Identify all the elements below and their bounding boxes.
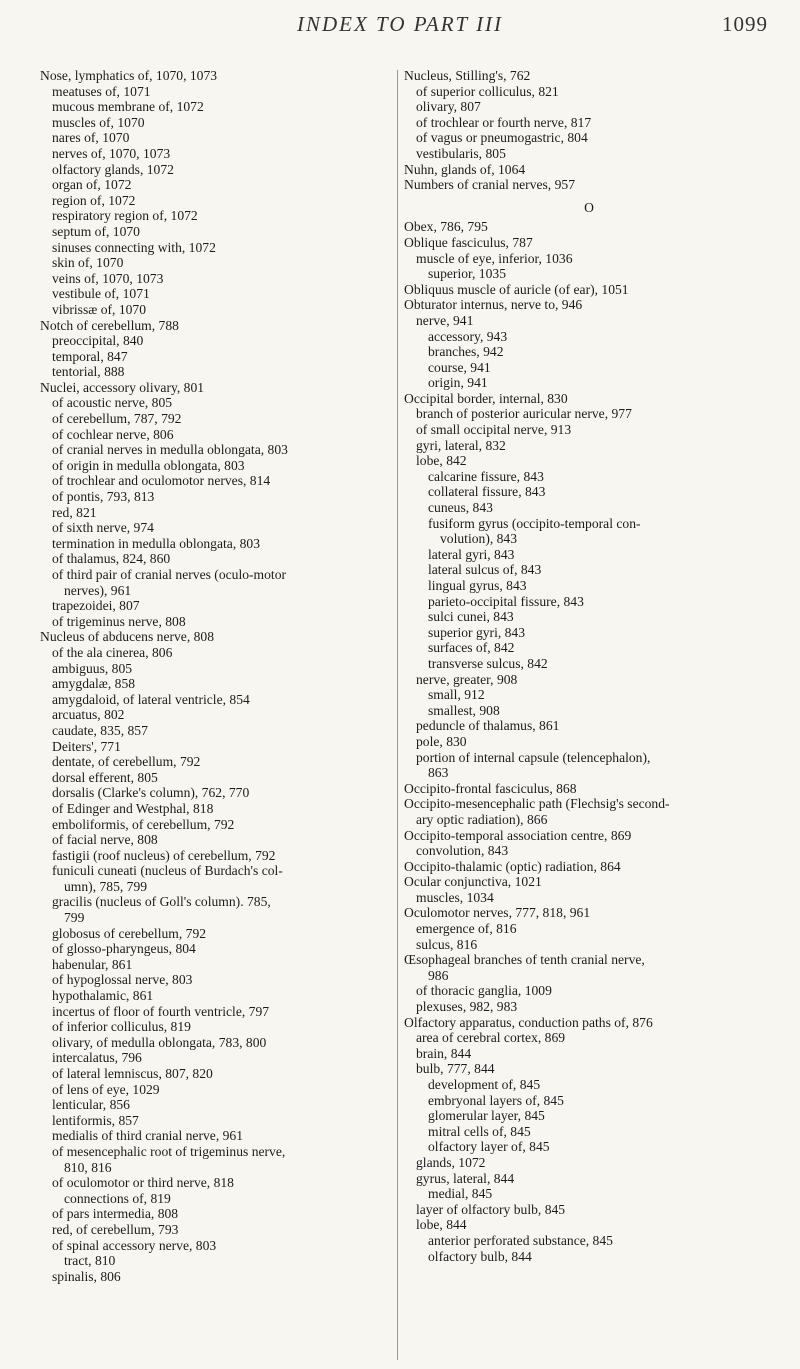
- index-entry: tract, 810: [64, 1253, 116, 1269]
- index-entry: bulb, 777, 844: [416, 1061, 495, 1077]
- index-entry: muscle of eye, inferior, 1036: [416, 250, 573, 266]
- index-entry: of inferior colliculus, 819: [52, 1019, 191, 1035]
- index-entry: superior gyri, 843: [428, 624, 526, 640]
- index-entry: nerves), 961: [64, 582, 132, 598]
- page-header: [0, 6, 800, 46]
- index-entry: parieto-occipital fissure, 843: [428, 593, 584, 609]
- index-entry: sulcus, 816: [416, 936, 478, 952]
- index-entry: Oculomotor nerves, 777, 818, 961: [404, 905, 591, 921]
- index-entry: branches, 942: [428, 344, 504, 360]
- index-entry: Numbers of cranial nerves, 957: [404, 177, 575, 193]
- column-divider: [397, 70, 398, 1360]
- index-entry: gyrus, lateral, 844: [416, 1170, 515, 1186]
- index-entry: lingual gyrus, 843: [428, 578, 527, 593]
- index-entry: development of, 845: [428, 1077, 541, 1092]
- index-entry: of trochlear or fourth nerve, 817: [416, 114, 592, 130]
- index-entry: preoccipital, 840: [52, 333, 144, 349]
- index-entry: volution), 843: [440, 531, 518, 547]
- index-entry: nares of, 1070: [52, 130, 130, 146]
- index-entry: globosus of cerebellum, 792: [52, 925, 207, 941]
- index-entry: pole, 830: [416, 733, 467, 749]
- index-entry: of pontis, 793, 813: [52, 489, 155, 505]
- index-entry: temporal, 847: [52, 348, 128, 364]
- index-entry: connections of, 819: [64, 1190, 171, 1206]
- index-entry: Occipital border, internal, 830: [404, 390, 568, 406]
- index-entry: calcarine fissure, 843: [428, 468, 544, 484]
- index-entry: arcuatus, 802: [52, 707, 125, 723]
- index-entry: of lens of eye, 1029: [52, 1081, 160, 1097]
- index-entry: of superior colliculus, 821: [416, 83, 559, 99]
- index-entry: of Edinger and Westphal, 818: [52, 800, 214, 816]
- index-entry: of spinal accessory nerve, 803: [52, 1237, 217, 1253]
- index-entry: lateral gyri, 843: [428, 546, 515, 562]
- index-entry: of cerebellum, 787, 792: [52, 411, 182, 427]
- index-entry: fastigii (roof nucleus) of cerebellum, 792: [52, 847, 276, 863]
- index-entry: respiratory region of, 1072: [52, 208, 198, 224]
- index-entry: Nuclei, accessory olivary, 801: [40, 379, 205, 395]
- index-entry: layer of olfactory bulb, 845: [416, 1201, 566, 1217]
- index-entry: lobe, 842: [416, 453, 467, 469]
- index-entry: fusiform gyrus (occipito-temporal con-: [428, 515, 641, 531]
- index-entry: trapezoidei, 807: [52, 598, 140, 614]
- index-entry: of glosso-pharyngeus, 804: [52, 941, 196, 957]
- index-entry: Oblique fasciculus, 787: [404, 234, 533, 250]
- page-number: 1099: [722, 12, 768, 36]
- index-entry: of pars intermedia, 808: [52, 1206, 179, 1222]
- index-entry: superior, 1035: [428, 266, 506, 282]
- index-entry: lenticular, 856: [52, 1097, 130, 1113]
- index-entry: plexuses, 982, 983: [416, 999, 518, 1015]
- index-entry: Obex, 786, 795: [404, 219, 488, 235]
- index-entry: 810, 816: [64, 1159, 112, 1175]
- index-entry: Occipito-temporal association centre, 869: [404, 827, 632, 843]
- index-entry: of small occipital nerve, 913: [416, 422, 572, 438]
- index-entry: collateral fissure, 843: [428, 484, 546, 500]
- index-entry: region of, 1072: [52, 192, 136, 208]
- index-entry: glomerular layer, 845: [428, 1108, 545, 1124]
- index-entry: of third pair of cranial nerves (oculo-motor: [52, 567, 287, 582]
- index-entry: Occipito-frontal fasciculus, 868: [404, 780, 577, 796]
- index-entry: smallest, 908: [428, 702, 500, 718]
- index-entry: ambiguus, 805: [52, 660, 133, 676]
- index-entry: septum of, 1070: [52, 223, 140, 239]
- index-entry: dentate, of cerebellum, 792: [52, 754, 201, 770]
- index-entry: accessory, 943: [428, 328, 508, 344]
- index-entry: medialis of third cranial nerve, 961: [52, 1128, 244, 1144]
- index-entry: mucous membrane of, 1072: [52, 99, 204, 115]
- index-entry: spinalis, 806: [52, 1268, 121, 1284]
- index-entry: embryonal layers of, 845: [428, 1092, 564, 1108]
- index-entry: of hypoglossal nerve, 803: [52, 972, 193, 988]
- index-entry: Œsophageal branches of tenth cranial nerve,: [404, 952, 645, 968]
- index-entry: olivary, of medulla oblongata, 783, 800: [52, 1034, 267, 1050]
- index-entry: termination in medulla oblongata, 803: [52, 535, 261, 551]
- index-entry: nerve, 941: [416, 312, 474, 328]
- index-entry: small, 912: [428, 687, 485, 703]
- index-entry: vestibule of, 1071: [52, 286, 150, 302]
- index-entry: Obturator internus, nerve to, 946: [404, 297, 583, 313]
- index-section-letter: O: [584, 199, 594, 215]
- index-entry: red, of cerebellum, 793: [52, 1221, 179, 1237]
- index-entry: cuneus, 843: [428, 500, 493, 516]
- index-entry: of thalamus, 824, 860: [52, 551, 171, 567]
- index-entry: Notch of cerebellum, 788: [40, 317, 179, 333]
- index-entry: 986: [428, 967, 449, 983]
- index-entry: Obliquus muscle of auricle (of ear), 1051: [404, 281, 629, 297]
- index-entry: lentiformis, 857: [52, 1112, 139, 1128]
- index-entry: mitral cells of, 845: [428, 1123, 531, 1139]
- index-entry: Ocular conjunctiva, 1021: [404, 874, 542, 890]
- index-entry: of sixth nerve, 974: [52, 520, 154, 536]
- index-entry: amygdaloid, of lateral ventricle, 854: [52, 691, 250, 707]
- index-entry: amygdalæ, 858: [52, 676, 136, 692]
- index-entry: Nuhn, glands of, 1064: [404, 161, 526, 177]
- index-entry: hypothalamic, 861: [52, 988, 154, 1004]
- index-entry: habenular, 861: [52, 956, 133, 972]
- index-entry: surfaces of, 842: [428, 640, 515, 656]
- index-entry: muscles, 1034: [416, 889, 494, 905]
- index-entry: glands, 1072: [416, 1154, 486, 1170]
- index-entry: sulci cunei, 843: [428, 609, 514, 625]
- index-entry: gracilis (nucleus of Goll's column). 785,: [52, 894, 271, 910]
- index-entry: peduncle of thalamus, 861: [416, 718, 560, 734]
- index-entry: area of cerebral cortex, 869: [416, 1030, 566, 1046]
- index-entry: lobe, 844: [416, 1217, 467, 1233]
- index-entry: branch of posterior auricular nerve, 977: [416, 406, 632, 422]
- index-entry: of mesencephalic root of trigeminus nerve,: [52, 1143, 286, 1159]
- index-entry: of trigeminus nerve, 808: [52, 613, 186, 629]
- index-entry: organ of, 1072: [52, 177, 132, 193]
- index-entry: nerves of, 1070, 1073: [52, 145, 171, 161]
- index-entry: tentorial, 888: [52, 364, 125, 380]
- index-entry: of lateral lemniscus, 807, 820: [52, 1066, 213, 1081]
- index-entry: brain, 844: [416, 1045, 472, 1061]
- index-entry: transverse sulcus, 842: [428, 655, 548, 671]
- index-entry: of cochlear nerve, 806: [52, 426, 174, 442]
- index-entry: incertus of floor of fourth ventricle, 797: [52, 1003, 270, 1019]
- index-entry: meatuses of, 1071: [52, 83, 151, 99]
- index-entry: olfactory bulb, 844: [428, 1248, 532, 1264]
- index-entry: of cranial nerves in medulla oblongata, 803: [52, 442, 288, 458]
- index-entry: origin, 941: [428, 375, 488, 391]
- index-entry: skin of, 1070: [52, 255, 124, 271]
- index-entry: caudate, 835, 857: [52, 722, 148, 738]
- index-entry: of trochlear and oculomotor nerves, 814: [52, 473, 271, 489]
- index-entry: ary optic radiation), 866: [416, 811, 548, 827]
- index-entry: olfactory layer of, 845: [428, 1139, 550, 1155]
- index-column-left: [40, 68, 402, 1284]
- index-entry: sinuses connecting with, 1072: [52, 239, 216, 255]
- index-entry: of the ala cinerea, 806: [52, 644, 173, 660]
- index-entry: dorsal efferent, 805: [52, 769, 158, 785]
- index-entry: emergence of, 816: [416, 921, 517, 937]
- index-entry: Nucleus, Stilling's, 762: [404, 68, 531, 83]
- index-entry: vestibularis, 805: [416, 145, 506, 161]
- index-entry: anterior perforated substance, 845: [428, 1232, 613, 1248]
- index-entry: portion of internal capsule (telencephalon),: [416, 749, 651, 765]
- index-column-right: [404, 68, 774, 1264]
- index-entry: red, 821: [52, 504, 97, 520]
- index-entry: veins of, 1070, 1073: [52, 270, 164, 286]
- index-entry: of thoracic ganglia, 1009: [416, 983, 552, 999]
- index-entry: olivary, 807: [416, 99, 481, 115]
- index-entry: Nucleus of abducens nerve, 808: [40, 629, 215, 645]
- index-entry: vibrissæ of, 1070: [52, 301, 147, 317]
- index-entry: Nose, lymphatics of, 1070, 1073: [40, 68, 218, 83]
- index-entry: Deiters', 771: [52, 738, 121, 754]
- index-entry: of origin in medulla oblongata, 803: [52, 457, 245, 473]
- index-entry: lateral sulcus of, 843: [428, 562, 542, 578]
- index-entry: convolution, 843: [416, 843, 509, 859]
- index-entry: medial, 845: [428, 1186, 493, 1202]
- index-entry: intercalatus, 796: [52, 1050, 142, 1066]
- index-entry: Olfactory apparatus, conduction paths of, 876: [404, 1014, 653, 1030]
- index-entry: muscles of, 1070: [52, 114, 145, 130]
- index-entry: 863: [428, 765, 449, 781]
- running-title: INDEX TO PART III: [296, 12, 504, 36]
- index-entry: Occipito-mesencephalic path (Flechsig's second-: [404, 796, 670, 812]
- index-entry: nerve, greater, 908: [416, 671, 518, 687]
- index-entry: of oculomotor or third nerve, 818: [52, 1175, 234, 1191]
- index-entry: emboliformis, of cerebellum, 792: [52, 816, 235, 832]
- index-entry: of vagus or pneumogastric, 804: [416, 130, 588, 146]
- index-entry: of facial nerve, 808: [52, 832, 158, 848]
- index-entry: Occipito-thalamic (optic) radiation, 864: [404, 858, 621, 874]
- index-entry: dorsalis (Clarke's column), 762, 770: [52, 785, 250, 801]
- index-entry: funiculi cuneati (nucleus of Burdach's col-: [52, 863, 283, 879]
- index-entry: umn), 785, 799: [64, 878, 148, 894]
- index-entry: course, 941: [428, 359, 491, 375]
- index-entry: of acoustic nerve, 805: [52, 395, 173, 411]
- index-entry: gyri, lateral, 832: [416, 437, 506, 453]
- index-entry: 799: [64, 910, 85, 926]
- index-entry: olfactory glands, 1072: [52, 161, 174, 177]
